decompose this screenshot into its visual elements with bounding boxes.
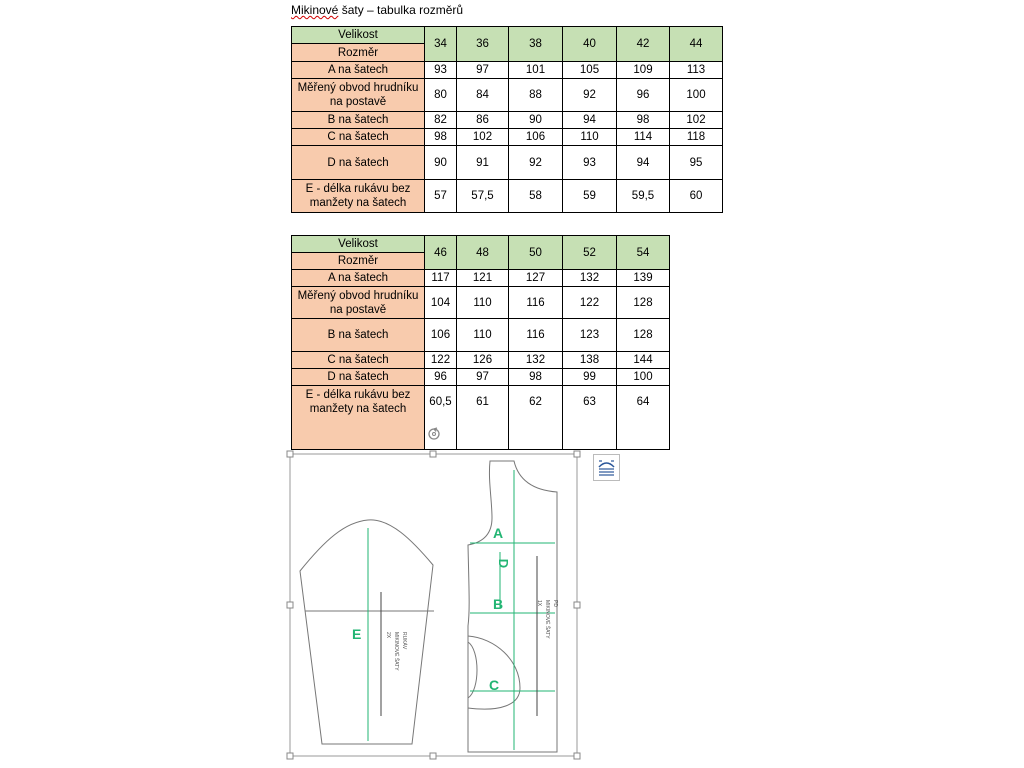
resize-handle [430, 753, 436, 759]
table-cell: 64 [617, 386, 670, 450]
table-cell: 116 [509, 287, 563, 319]
piece-text-line: RUKÁV [401, 632, 407, 650]
pocket-opening [468, 642, 477, 698]
row-label [292, 287, 425, 319]
table-cell: 90 [509, 112, 563, 129]
table-cell: 93 [425, 62, 457, 79]
table-cell: 95 [670, 146, 723, 180]
table-cell: 104 [425, 287, 457, 319]
table-cell: 123 [563, 319, 617, 352]
size-header: 42 [617, 27, 670, 62]
table-cell: 118 [670, 129, 723, 146]
table-cell: 96 [617, 79, 670, 112]
table-row [292, 369, 670, 386]
table-cell: 82 [425, 112, 457, 129]
resize-handle [574, 602, 580, 608]
title-word-spellcheck: Mikinové [291, 3, 339, 17]
table-cell: 121 [457, 270, 509, 287]
table-cell: 62 [509, 386, 563, 450]
row-label: B na šatech [292, 319, 425, 352]
table-cell: 61 [457, 386, 509, 450]
row-label: D na šatech [292, 369, 425, 386]
row-label-line: E - délka rukávu bez [305, 183, 411, 195]
piece-text-line: MIKINOVÉ ŠATY [544, 600, 550, 639]
table-cell: 60,5 [425, 386, 457, 450]
table-cell: 99 [563, 369, 617, 386]
text-wrap-icon [594, 455, 619, 480]
row-label [292, 386, 425, 450]
table-cell: 91 [457, 146, 509, 180]
resize-handle [287, 753, 293, 759]
resize-handle [430, 451, 436, 457]
measure-label-b: B [493, 596, 504, 612]
table-cell: 98 [509, 369, 563, 386]
table-cell: 60 [670, 180, 723, 213]
size-header: 44 [670, 27, 723, 62]
row-label: A na šatech [292, 62, 425, 79]
table-cell: 93 [563, 146, 617, 180]
measure-label-c: C [489, 677, 500, 693]
table-cell: 88 [509, 79, 563, 112]
table-cell: 110 [457, 319, 509, 352]
table-cell: 139 [617, 270, 670, 287]
measure-label-a: A [493, 525, 504, 541]
table-cell: 57 [425, 180, 457, 213]
table-row [292, 146, 723, 180]
table-cell: 117 [425, 270, 457, 287]
row-label: B na šatech [292, 112, 425, 129]
table-cell: 100 [670, 79, 723, 112]
piece-text-line: PD [552, 600, 558, 607]
row-label [292, 79, 425, 112]
table-cell: 138 [563, 352, 617, 369]
table-cell: 132 [509, 352, 563, 369]
layout-options-button[interactable] [593, 454, 620, 481]
row-label: A na šatech [292, 270, 425, 287]
row-label-line: Měřený obvod hrudníku [297, 82, 419, 94]
row-label [292, 180, 425, 213]
table-cell: 128 [617, 319, 670, 352]
table-cell: 58 [509, 180, 563, 213]
table-cell: 102 [457, 129, 509, 146]
selection-frame [290, 454, 577, 756]
sleeve-outline [300, 520, 433, 744]
size-header: 52 [563, 236, 617, 270]
row-label: C na šatech [292, 129, 425, 146]
table-cell: 101 [509, 62, 563, 79]
table-cell: 127 [509, 270, 563, 287]
header-rozmer: Rozměr [292, 253, 425, 270]
table-row [292, 112, 723, 129]
table-cell: 116 [509, 319, 563, 352]
rotate-handle-icon[interactable] [427, 427, 441, 441]
header-velikost: Velikost [292, 236, 425, 253]
size-header: 34 [425, 27, 457, 62]
piece-text-line: 2X [385, 632, 391, 639]
table-cell: 96 [425, 369, 457, 386]
title-rest: šaty – tabulka rozměrů [338, 3, 464, 17]
row-label-line: na postavě [329, 303, 387, 316]
row-label: C na šatech [292, 352, 425, 369]
table-cell: 113 [670, 62, 723, 79]
resize-handle [574, 451, 580, 457]
table-cell: 59,5 [617, 180, 670, 213]
bodice-piece-text [535, 600, 559, 680]
table-cell: 100 [617, 369, 670, 386]
table-cell: 110 [563, 129, 617, 146]
table-cell: 59 [563, 180, 617, 213]
table-cell: 57,5 [457, 180, 509, 213]
size-header: 36 [457, 27, 509, 62]
resize-handle [287, 602, 293, 608]
piece-text-line: 1X [536, 600, 542, 607]
sleeve-piece-text [384, 632, 408, 712]
table-row [292, 79, 723, 112]
table-cell: 80 [425, 79, 457, 112]
table-cell: 122 [563, 287, 617, 319]
pocket-outline [468, 636, 520, 709]
table-cell: 106 [509, 129, 563, 146]
table-row [292, 386, 670, 450]
table-cell: 110 [457, 287, 509, 319]
row-label-line: manžety na šatech [309, 403, 407, 415]
table-row [292, 180, 723, 213]
header-velikost: Velikost [292, 27, 425, 44]
table-row [292, 352, 670, 369]
row-label-line: E - délka rukávu bez [305, 389, 411, 401]
table-cell: 98 [425, 129, 457, 146]
row-label-line: Měřený obvod hrudníku [297, 289, 419, 302]
size-header: 50 [509, 236, 563, 270]
table-row [292, 270, 670, 287]
table-cell: 132 [563, 270, 617, 287]
table-cell: 128 [617, 287, 670, 319]
row-label-line: manžety na šatech [309, 197, 407, 209]
table-cell: 94 [617, 146, 670, 180]
table-cell: 114 [617, 129, 670, 146]
table-cell: 92 [509, 146, 563, 180]
table-cell: 94 [563, 112, 617, 129]
header-rozmer: Rozměr [292, 44, 425, 62]
table-cell: 98 [617, 112, 670, 129]
table-row [292, 62, 723, 79]
size-table-2 [291, 235, 670, 450]
measure-label-e: E [352, 626, 362, 642]
resize-handle [574, 753, 580, 759]
table-cell: 90 [425, 146, 457, 180]
document-title [291, 3, 463, 17]
table-row [292, 287, 670, 319]
table-cell: 105 [563, 62, 617, 79]
table-cell: 109 [617, 62, 670, 79]
resize-handle [287, 451, 293, 457]
row-label: D na šatech [292, 146, 425, 180]
table-cell: 97 [457, 369, 509, 386]
table-cell: 126 [457, 352, 509, 369]
table-cell: 102 [670, 112, 723, 129]
size-header: 54 [617, 236, 670, 270]
table-cell: 144 [617, 352, 670, 369]
table-row [292, 129, 723, 146]
piece-text-line: MIKINOVÉ ŠATY [393, 632, 399, 671]
size-header: 48 [457, 236, 509, 270]
table-cell: 92 [563, 79, 617, 112]
table-cell: 63 [563, 386, 617, 450]
table-cell: 122 [425, 352, 457, 369]
table-cell: 97 [457, 62, 509, 79]
size-header: 46 [425, 236, 457, 270]
size-header: 40 [563, 27, 617, 62]
table-cell: 84 [457, 79, 509, 112]
row-label-line: na postavě [329, 96, 387, 108]
measure-label-d: D [496, 558, 512, 569]
size-table-1 [291, 26, 723, 213]
table-cell: 86 [457, 112, 509, 129]
table-cell: 106 [425, 319, 457, 352]
table-row [292, 319, 670, 352]
size-header: 38 [509, 27, 563, 62]
